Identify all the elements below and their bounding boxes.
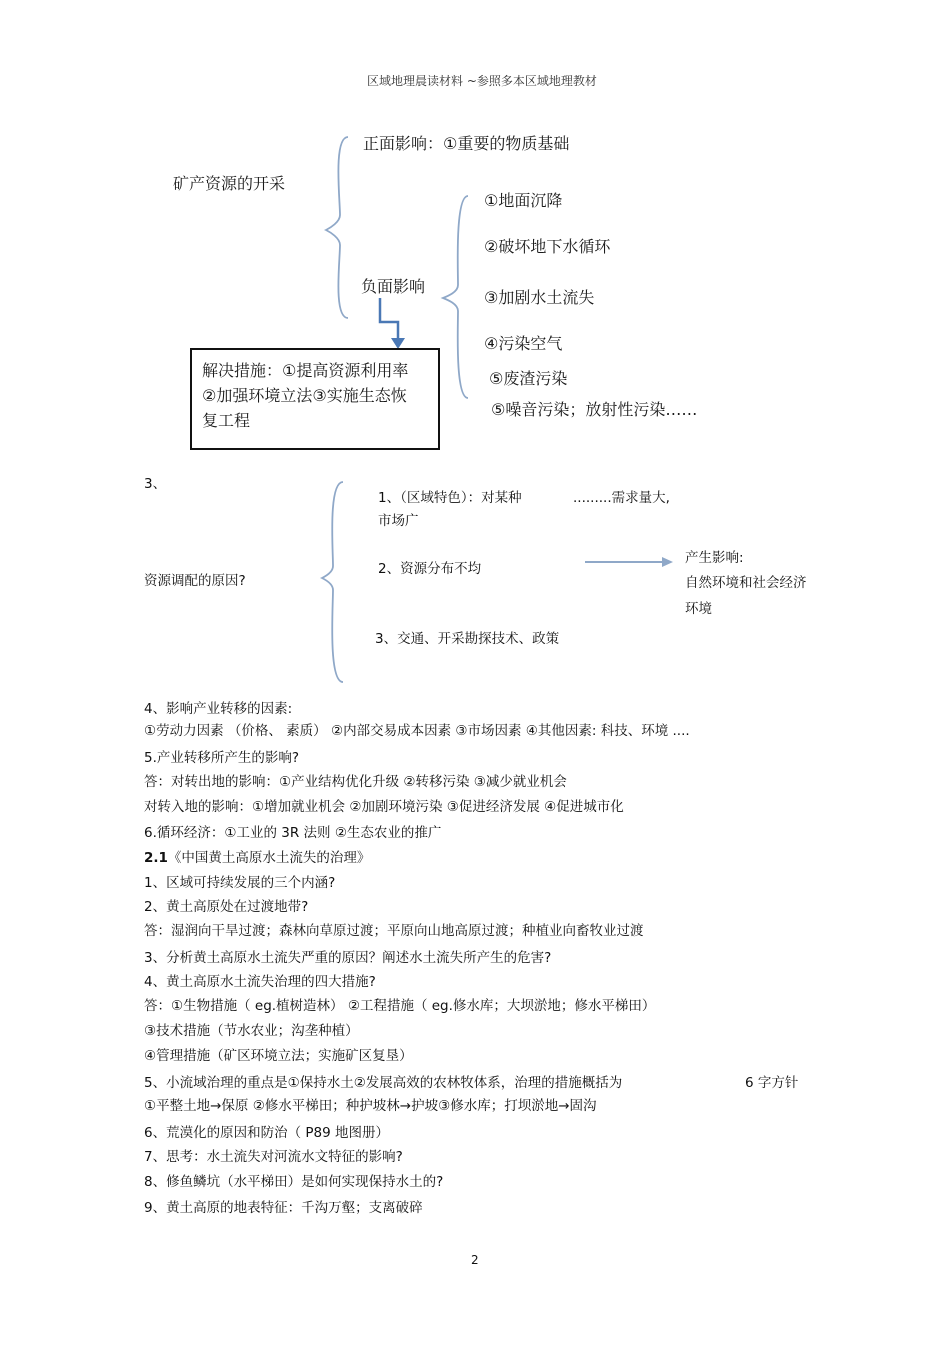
text-line: 5、小流域治理的重点是①保持水土②发展高效的农林牧体系，治理的措施概括为 xyxy=(144,1075,623,1091)
negative-item: ⑤废渣污染 xyxy=(489,369,568,388)
text-line-suffix: 6 字方针 xyxy=(745,1075,799,1091)
section3-item1a: 1、（区域特色）：对某种 xyxy=(378,490,522,506)
section3-item1b: .........需求量大, xyxy=(573,490,670,506)
section-heading-number: 2.1 xyxy=(144,850,168,866)
text-line: 5.产业转移所产生的影响? xyxy=(144,750,300,766)
text-line: 答：湿润向干旱过渡；森林向草原过渡；平原向山地高原过渡；种植业向畜牧业过渡 xyxy=(144,923,644,939)
solution-line: 解决措施：①提高资源利用率 xyxy=(202,361,409,380)
mindmap-positive: 正面影响：①重要的物质基础 xyxy=(363,134,570,153)
solution-box xyxy=(190,348,440,450)
text-line: 8、修鱼鳞坑（水平梯田）是如何实现保持水土的? xyxy=(144,1174,444,1190)
text-line: 答：对转出地的影响：①产业结构优化升级 ②转移污染 ③减少就业机会 xyxy=(144,774,567,790)
section3-topic: 资源调配的原因? xyxy=(144,573,246,589)
root-brace xyxy=(326,137,348,318)
section3-item3: 3、交通、开采勘探技术、政策 xyxy=(375,631,560,647)
negative-item: ⑤噪音污染；放射性污染…… xyxy=(491,400,698,419)
solution-line: 复工程 xyxy=(202,411,251,430)
text-line: ④管理措施（矿区环境立法；实施矿区复垦） xyxy=(144,1048,413,1064)
text-line: ①劳动力因素 （价格、 素质） ②内部交易成本因素 ③市场因素 ④其他因素: 科技、环境 .... xyxy=(144,723,690,739)
text-line: 9、黄土高原的地表特征：千沟万壑；支离破碎 xyxy=(144,1200,423,1216)
negative-item: ④污染空气 xyxy=(484,334,563,353)
text-line: 1、区域可持续发展的三个内涵? xyxy=(144,875,336,891)
section-heading-title: 《中国黄土高原水土流失的治理》 xyxy=(167,850,371,866)
negative-item: ②破坏地下水循环 xyxy=(484,237,611,256)
text-line: 6.循环经济：①工业的 3R 法则 ②生态农业的推广 xyxy=(144,825,442,841)
section3-effect-text2: 环境 xyxy=(685,601,712,617)
section3-number: 3、 xyxy=(144,476,167,492)
section3-brace xyxy=(322,482,343,682)
negative-brace xyxy=(443,196,468,398)
mindmap-negative: 负面影响 xyxy=(361,277,426,296)
section3-item2: 2、资源分布不均 xyxy=(378,561,482,577)
text-line: 对转入地的影响：①增加就业机会 ②加剧环境污染 ③促进经济发展 ④促进城市化 xyxy=(144,799,624,815)
negative-item: ③加剧水土流失 xyxy=(484,288,595,307)
text-line: 4、黄土高原水土流失治理的四大措施? xyxy=(144,974,376,990)
text-line: ③技术措施（节水农业；沟垄种植） xyxy=(144,1023,359,1039)
text-line: ①平整土地→保原 ②修水平梯田；种护坡林→护坡③修水库；打坝淤地→固沟 xyxy=(144,1098,597,1114)
page-number: 2 xyxy=(471,1253,479,1267)
mindmap-root: 矿产资源的开采 xyxy=(173,174,286,193)
solution-line: ②加强环境立法③实施生态恢 xyxy=(202,386,407,405)
text-line: 6、荒漠化的原因和防治（ P89 地图册） xyxy=(144,1125,389,1141)
section-heading xyxy=(144,846,370,866)
section3-effect-text: 自然环境和社会经济 xyxy=(685,575,807,591)
text-line: 2、黄土高原处在过渡地带? xyxy=(144,899,309,915)
text-line: 答：①生物措施（ eg.植树造林） ②工程措施（ eg.修水库；大坝淤地；修水平梯田） xyxy=(144,998,656,1014)
page-header: 区域地理晨读材料 ~参照多本区域地理教材 xyxy=(367,74,597,88)
down-arrow xyxy=(380,298,398,340)
text-line: 4、影响产业转移的因素: xyxy=(144,701,293,717)
section3-effect-title: 产生影响: xyxy=(685,550,744,566)
section3-item1c: 市场广 xyxy=(378,513,419,529)
text-line: 7、思考：水土流失对河流水文特征的影响? xyxy=(144,1149,403,1165)
effect-arrowhead xyxy=(662,557,673,567)
negative-item: ①地面沉降 xyxy=(484,191,563,210)
text-line: 3、分析黄土高原水土流失严重的原因？阐述水土流失所产生的危害? xyxy=(144,950,552,966)
